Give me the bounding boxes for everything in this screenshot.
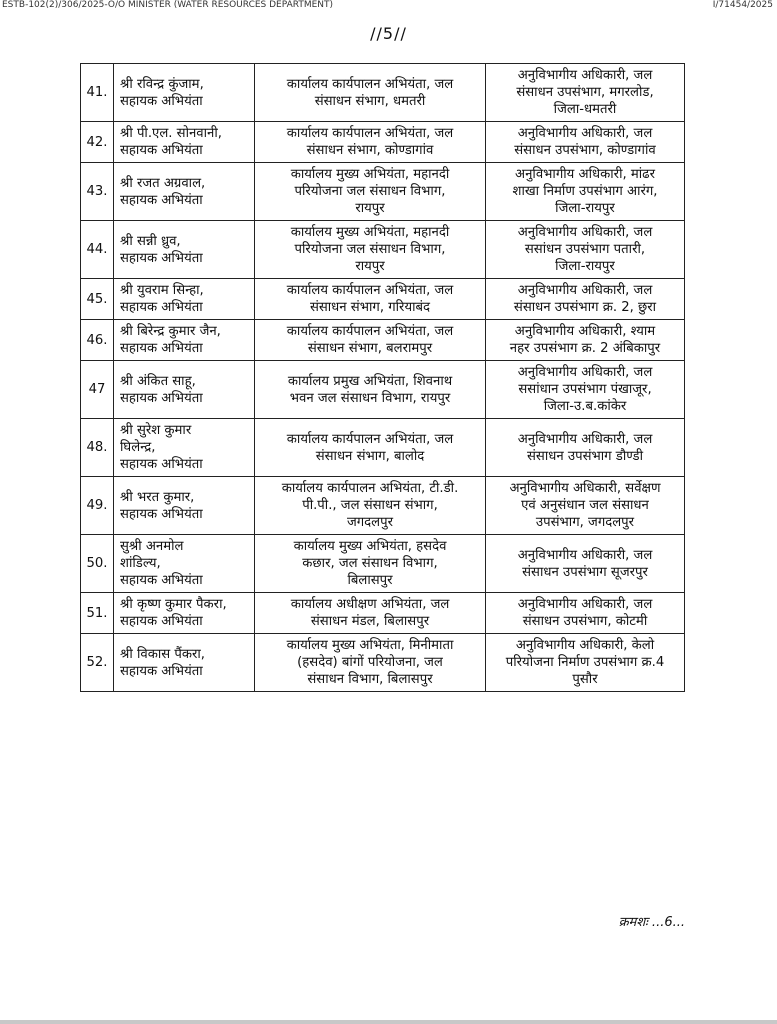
- current-posting-cell: कार्यालय प्रमुख अभियंता, शिवनाथ भवन जल संसाधन विभाग, रायपुर: [255, 361, 486, 419]
- current-posting-cell: कार्यालय कार्यपालन अभियंता, जल संसाधन संभाग, धमतरी: [255, 64, 486, 122]
- serial-number-cell: 51.: [81, 593, 114, 634]
- continuation-note: क्रमशः ...6...: [618, 915, 685, 930]
- current-posting-cell: कार्यालय कार्यपालन अभियंता, जल संसाधन संभाग, बालोद: [255, 419, 486, 477]
- current-posting-cell: कार्यालय मुख्य अभियंता, मिनीमाता (हसदेव) बांगों परियोजना, जल संसाधन विभाग, बिलासपुर: [255, 634, 486, 692]
- current-posting-cell: कार्यालय अधीक्षण अभियंता, जल संसाधन मंडल, बिलासपुर: [255, 593, 486, 634]
- current-posting-cell: कार्यालय कार्यपालन अभियंता, जल संसाधन संभाग, गरियाबंद: [255, 279, 486, 320]
- officer-name-cell: श्री बिरेन्द्र कुमार जैन, सहायक अभियंता: [114, 320, 255, 361]
- table-row: [81, 477, 685, 535]
- serial-number-cell: 50.: [81, 535, 114, 593]
- officer-name-cell: श्री रविन्द्र कुंजाम, सहायक अभियंता: [114, 64, 255, 122]
- table-row: [81, 419, 685, 477]
- officer-name-cell: श्री भरत कुमार, सहायक अभियंता: [114, 477, 255, 535]
- new-posting-cell: अनुविभागीय अधिकारी, जल संसाधन उपसंभाग, मगरलोड, जिला-धमतरी: [486, 64, 685, 122]
- new-posting-cell: अनुविभागीय अधिकारी, सर्वेक्षण एवं अनुसंधान जल संसाधन उपसंभाग, जगदलपुर: [486, 477, 685, 535]
- serial-number-cell: 47: [81, 361, 114, 419]
- transfer-table: [80, 63, 685, 692]
- officer-name-cell: सुश्री अनमोल शांडिल्य, सहायक अभियंता: [114, 535, 255, 593]
- serial-number-cell: 52.: [81, 634, 114, 692]
- new-posting-cell: अनुविभागीय अधिकारी, जल संसाधन उपसंभाग, कोण्डागांव: [486, 122, 685, 163]
- officer-name-cell: श्री कृष्ण कुमार पैकरा, सहायक अभियंता: [114, 593, 255, 634]
- serial-number-cell: 46.: [81, 320, 114, 361]
- serial-number-cell: 48.: [81, 419, 114, 477]
- current-posting-cell: कार्यालय कार्यपालन अभियंता, जल संसाधन संभाग, कोण्डागांव: [255, 122, 486, 163]
- document-number: I/71454/2025: [712, 0, 773, 10]
- serial-number-cell: 42.: [81, 122, 114, 163]
- table-row: [81, 221, 685, 279]
- officer-name-cell: श्री सन्नी ध्रुव, सहायक अभियंता: [114, 221, 255, 279]
- table-row: [81, 361, 685, 419]
- table-row: [81, 320, 685, 361]
- serial-number-cell: 44.: [81, 221, 114, 279]
- table-row: [81, 122, 685, 163]
- new-posting-cell: अनुविभागीय अधिकारी, जल ससांधन उपसंभाग पतारी, जिला-रायपुर: [486, 221, 685, 279]
- serial-number-cell: 43.: [81, 163, 114, 221]
- officer-name-cell: श्री अंकित साहू, सहायक अभियंता: [114, 361, 255, 419]
- new-posting-cell: अनुविभागीय अधिकारी, जल संसाधन उपसंभाग सूजरपुर: [486, 535, 685, 593]
- page-number: //5//: [370, 24, 407, 43]
- table-row: [81, 634, 685, 692]
- bottom-scroll-edge: [0, 1020, 777, 1024]
- officer-name-cell: श्री पी.एल. सोनवानी, सहायक अभियंता: [114, 122, 255, 163]
- new-posting-cell: अनुविभागीय अधिकारी, जल संसाधन उपसंभाग डौण्डी: [486, 419, 685, 477]
- officer-name-cell: श्री युवराम सिन्हा, सहायक अभियंता: [114, 279, 255, 320]
- current-posting-cell: कार्यालय कार्यपालन अभियंता, जल संसाधन संभाग, बलरामपुर: [255, 320, 486, 361]
- table-row: [81, 593, 685, 634]
- new-posting-cell: अनुविभागीय अधिकारी, जल ससांधान उपसंभाग पंखाजूर, जिला-उ.ब.कांकेर: [486, 361, 685, 419]
- table-row: [81, 535, 685, 593]
- officer-name-cell: श्री सुरेश कुमार घिलेन्द्र, सहायक अभियंता: [114, 419, 255, 477]
- serial-number-cell: 49.: [81, 477, 114, 535]
- table-row: [81, 163, 685, 221]
- new-posting-cell: अनुविभागीय अधिकारी, जल संसाधन उपसंभाग क्र. 2, छुरा: [486, 279, 685, 320]
- new-posting-cell: अनुविभागीय अधिकारी, जल संसाधन उपसंभाग, कोटमी: [486, 593, 685, 634]
- current-posting-cell: कार्यालय मुख्य अभियंता, हसदेव कछार, जल संसाधन विभाग, बिलासपुर: [255, 535, 486, 593]
- serial-number-cell: 41.: [81, 64, 114, 122]
- officer-name-cell: श्री रजत अग्रवाल, सहायक अभियंता: [114, 163, 255, 221]
- serial-number-cell: 45.: [81, 279, 114, 320]
- document-reference: ESTB-102(2)/306/2025-O/O MINISTER (WATER RESOURCES DEPARTMENT): [2, 0, 334, 10]
- current-posting-cell: कार्यालय मुख्य अभियंता, महानदी परियोजना जल संसाधन विभाग, रायपुर: [255, 221, 486, 279]
- current-posting-cell: कार्यालय मुख्य अभियंता, महानदी परियोजना जल संसाधन विभाग, रायपुर: [255, 163, 486, 221]
- new-posting-cell: अनुविभागीय अधिकारी, मांढर शाखा निर्माण उपसंभाग आरंग, जिला-रायपुर: [486, 163, 685, 221]
- new-posting-cell: अनुविभागीय अधिकारी, केलो परियोजना निर्माण उपसंभाग क्र.4 पुसौर: [486, 634, 685, 692]
- current-posting-cell: कार्यालय कार्यपालन अभियंता, टी.डी. पी.पी., जल संसाधन संभाग, जगदलपुर: [255, 477, 486, 535]
- table-row: [81, 279, 685, 320]
- officer-name-cell: श्री विकास पैंकरा, सहायक अभियंता: [114, 634, 255, 692]
- table-row: [81, 64, 685, 122]
- new-posting-cell: अनुविभागीय अधिकारी, श्याम नहर उपसंभाग क्र. 2 अंबिकापुर: [486, 320, 685, 361]
